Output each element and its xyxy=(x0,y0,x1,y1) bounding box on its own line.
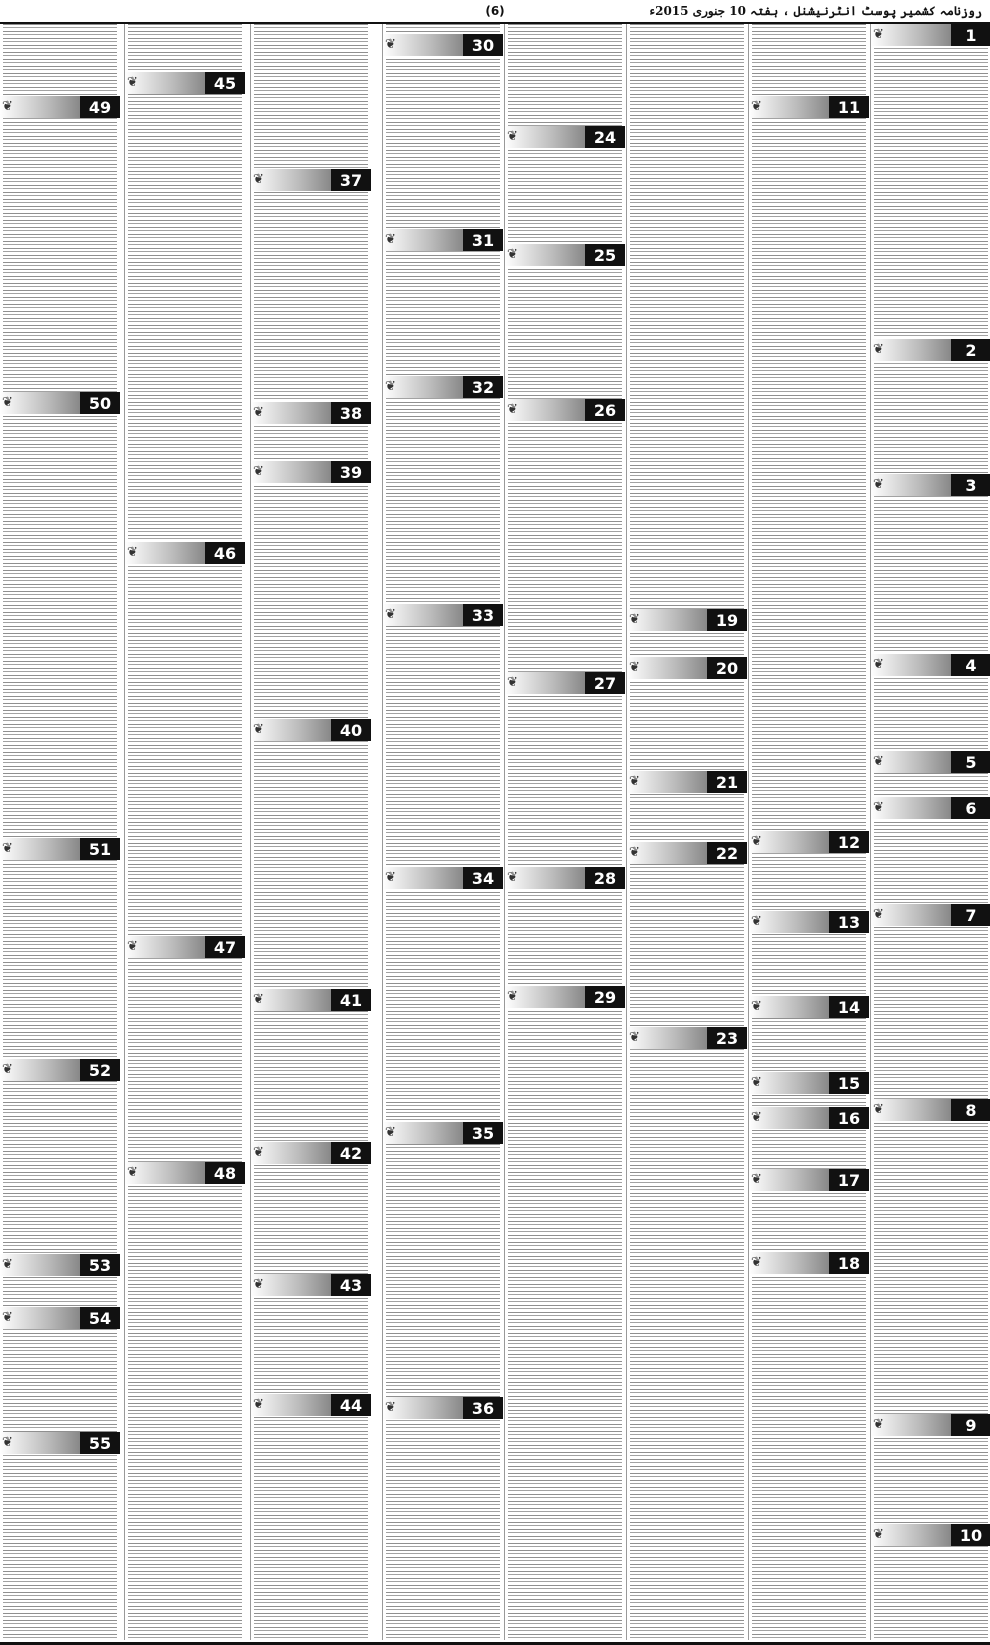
leaf-icon: ❦ xyxy=(253,992,264,1007)
article-columns xyxy=(0,24,990,1640)
item-badge: 45 ❦ xyxy=(125,72,245,94)
column-7 xyxy=(124,24,245,1640)
item-badge: 48 ❦ xyxy=(125,1162,245,1184)
item-badge: 25 ❦ xyxy=(505,244,625,266)
leaf-icon: ❦ xyxy=(385,379,396,394)
leaf-icon: ❦ xyxy=(873,342,884,357)
leaf-icon: ❦ xyxy=(507,402,518,417)
item-badge: 12 ❦ xyxy=(749,831,869,853)
leaf-icon: ❦ xyxy=(2,1435,13,1450)
column-6 xyxy=(250,24,371,1640)
leaf-icon: ❦ xyxy=(253,172,264,187)
leaf-icon: ❦ xyxy=(2,1310,13,1325)
column-3 xyxy=(626,24,747,1640)
item-badge: 2 ❦ xyxy=(871,339,990,361)
leaf-icon: ❦ xyxy=(385,870,396,885)
page-number: (6) xyxy=(485,4,505,18)
item-badge: 36 ❦ xyxy=(383,1397,503,1419)
item-badge: 22 ❦ xyxy=(627,842,747,864)
item-badge: 37 ❦ xyxy=(251,169,371,191)
leaf-icon: ❦ xyxy=(629,660,640,675)
item-badge: 33 ❦ xyxy=(383,604,503,626)
item-badge: 15 ❦ xyxy=(749,1072,869,1094)
item-badge: 51 ❦ xyxy=(0,838,120,860)
leaf-icon: ❦ xyxy=(507,247,518,262)
leaf-icon: ❦ xyxy=(253,464,264,479)
column-8 xyxy=(0,24,120,1640)
item-badge: 19 ❦ xyxy=(627,609,747,631)
item-badge: 41 ❦ xyxy=(251,989,371,1011)
item-badge: 29 ❦ xyxy=(505,986,625,1008)
leaf-icon: ❦ xyxy=(751,834,762,849)
item-badge: 34 ❦ xyxy=(383,867,503,889)
item-badge: 3 ❦ xyxy=(871,474,990,496)
item-badge: 20 ❦ xyxy=(627,657,747,679)
masthead-bar xyxy=(0,0,990,24)
leaf-icon: ❦ xyxy=(751,999,762,1014)
leaf-icon: ❦ xyxy=(751,914,762,929)
item-badge: 35 ❦ xyxy=(383,1122,503,1144)
column-4 xyxy=(504,24,625,1640)
item-badge: 13 ❦ xyxy=(749,911,869,933)
item-badge: 54 ❦ xyxy=(0,1307,120,1329)
item-badge: 30 ❦ xyxy=(383,34,503,56)
leaf-icon: ❦ xyxy=(751,1172,762,1187)
leaf-icon: ❦ xyxy=(629,1030,640,1045)
item-badge: 16 ❦ xyxy=(749,1107,869,1129)
leaf-icon: ❦ xyxy=(127,545,138,560)
leaf-icon: ❦ xyxy=(385,1125,396,1140)
item-badge: 55 ❦ xyxy=(0,1432,120,1454)
item-badge: 1 ❦ xyxy=(871,24,990,46)
leaf-icon: ❦ xyxy=(873,1102,884,1117)
leaf-icon: ❦ xyxy=(127,75,138,90)
leaf-icon: ❦ xyxy=(873,1527,884,1542)
leaf-icon: ❦ xyxy=(873,657,884,672)
item-badge: 32 ❦ xyxy=(383,376,503,398)
item-badge: 53 ❦ xyxy=(0,1254,120,1276)
item-badge: 28 ❦ xyxy=(505,867,625,889)
leaf-icon: ❦ xyxy=(629,845,640,860)
leaf-icon: ❦ xyxy=(629,774,640,789)
item-badge: 9 ❦ xyxy=(871,1414,990,1436)
item-badge: 38 ❦ xyxy=(251,402,371,424)
item-badge: 31 ❦ xyxy=(383,229,503,251)
leaf-icon: ❦ xyxy=(385,232,396,247)
item-badge: 7 ❦ xyxy=(871,904,990,926)
leaf-icon: ❦ xyxy=(2,99,13,114)
item-badge: 49 ❦ xyxy=(0,96,120,118)
item-badge: 23 ❦ xyxy=(627,1027,747,1049)
leaf-icon: ❦ xyxy=(507,989,518,1004)
leaf-icon: ❦ xyxy=(507,870,518,885)
item-badge: 11 ❦ xyxy=(749,96,869,118)
item-badge: 4 ❦ xyxy=(871,654,990,676)
leaf-icon: ❦ xyxy=(873,800,884,815)
leaf-icon: ❦ xyxy=(873,1417,884,1432)
leaf-icon: ❦ xyxy=(873,477,884,492)
item-badge: 50 ❦ xyxy=(0,392,120,414)
leaf-icon: ❦ xyxy=(751,1075,762,1090)
leaf-icon: ❦ xyxy=(127,1165,138,1180)
item-badge: 46 ❦ xyxy=(125,542,245,564)
item-badge: 21 ❦ xyxy=(627,771,747,793)
leaf-icon: ❦ xyxy=(127,939,138,954)
item-badge: 42 ❦ xyxy=(251,1142,371,1164)
leaf-icon: ❦ xyxy=(385,1400,396,1415)
item-badge: 40 ❦ xyxy=(251,719,371,741)
column-2 xyxy=(748,24,869,1640)
column-1 xyxy=(870,24,990,1640)
item-badge: 5 ❦ xyxy=(871,751,990,773)
leaf-icon: ❦ xyxy=(873,907,884,922)
item-badge: 26 ❦ xyxy=(505,399,625,421)
leaf-icon: ❦ xyxy=(507,675,518,690)
leaf-icon: ❦ xyxy=(629,612,640,627)
leaf-icon: ❦ xyxy=(873,754,884,769)
leaf-icon: ❦ xyxy=(507,129,518,144)
item-badge: 6 ❦ xyxy=(871,797,990,819)
item-badge: 8 ❦ xyxy=(871,1099,990,1121)
item-badge: 24 ❦ xyxy=(505,126,625,148)
item-badge: 27 ❦ xyxy=(505,672,625,694)
leaf-icon: ❦ xyxy=(751,1110,762,1125)
item-badge: 17 ❦ xyxy=(749,1169,869,1191)
leaf-icon: ❦ xyxy=(2,1257,13,1272)
item-badge: 47 ❦ xyxy=(125,936,245,958)
leaf-icon: ❦ xyxy=(385,37,396,52)
leaf-icon: ❦ xyxy=(253,1277,264,1292)
item-badge: 39 ❦ xyxy=(251,461,371,483)
leaf-icon: ❦ xyxy=(2,1062,13,1077)
leaf-icon: ❦ xyxy=(873,27,884,42)
masthead-title: روزنامہ کشمیر پوسٹ انٹرنیشنل ، ہفتہ 10 جنوری 2015ء xyxy=(649,4,982,18)
item-badge: 52 ❦ xyxy=(0,1059,120,1081)
item-badge: 14 ❦ xyxy=(749,996,869,1018)
leaf-icon: ❦ xyxy=(751,1255,762,1270)
leaf-icon: ❦ xyxy=(385,607,396,622)
leaf-icon: ❦ xyxy=(253,722,264,737)
column-5 xyxy=(382,24,503,1640)
leaf-icon: ❦ xyxy=(253,405,264,420)
leaf-icon: ❦ xyxy=(2,841,13,856)
leaf-icon: ❦ xyxy=(253,1145,264,1160)
leaf-icon: ❦ xyxy=(751,99,762,114)
leaf-icon: ❦ xyxy=(253,1397,264,1412)
leaf-icon: ❦ xyxy=(2,395,13,410)
item-badge: 44 ❦ xyxy=(251,1394,371,1416)
item-badge: 10 ❦ xyxy=(871,1524,990,1546)
item-badge: 18 ❦ xyxy=(749,1252,869,1274)
item-badge: 43 ❦ xyxy=(251,1274,371,1296)
